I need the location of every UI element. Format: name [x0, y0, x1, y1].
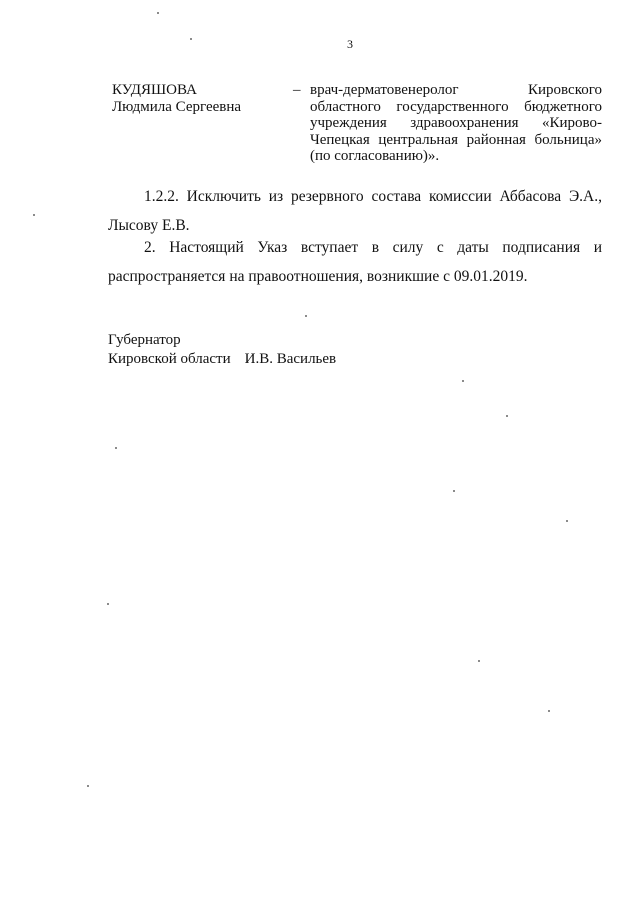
scan-speck: [566, 520, 568, 522]
signature-title-line2: [108, 350, 408, 369]
signature-title-line1: Губернатор: [108, 332, 181, 348]
scan-speck: [33, 214, 35, 216]
scan-speck: [305, 315, 307, 317]
scan-speck: [453, 490, 455, 492]
scan-speck: [506, 415, 508, 417]
scan-speck: [87, 785, 89, 787]
paragraph-exclusion: 1.2.2. Исключить из резервного состава комиссии Аббасова Э.А., Лысову Е.В.: [108, 188, 602, 234]
member-name: [112, 82, 292, 116]
page-number: 3: [347, 37, 353, 51]
signature-block: [108, 331, 408, 368]
scan-speck: [107, 603, 109, 605]
member-role: врач-дерматовенеролог Кировского областного государственного бюджетного учреждения здравоохранения «Кирово-Чепецкая центральная районная больница» (по согласованию)».: [310, 82, 602, 164]
commission-member-entry: [112, 82, 602, 172]
signature-name: И.В. Васильев: [244, 350, 337, 367]
member-dash: –: [293, 82, 301, 98]
scan-speck: [462, 380, 464, 382]
member-given-names: Людмила Сергеевна: [112, 99, 242, 115]
member-surname: КУДЯШОВА: [112, 82, 197, 98]
signature-title-region: Кировской области: [108, 350, 231, 367]
scan-speck: [548, 710, 550, 712]
scan-speck: [115, 447, 117, 449]
scan-speck: [478, 660, 480, 662]
scan-speck: [190, 38, 192, 40]
paragraph-effective-date: 2. Настоящий Указ вступает в силу с даты подписания и распространяется на правоотношения, возникшие с 09.01.2019.: [108, 239, 602, 285]
scan-speck: [157, 12, 159, 14]
